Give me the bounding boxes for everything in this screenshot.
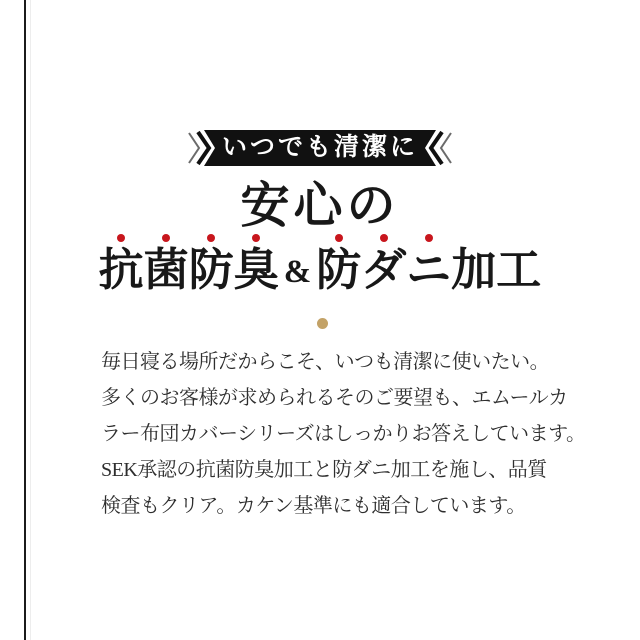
left-vertical-rule bbox=[24, 0, 26, 640]
heading-char-emphasized: 防 bbox=[316, 242, 361, 298]
heading-char: 加 bbox=[451, 245, 497, 295]
body-line: ラー布団カバーシリーズはしっかりお答えしています。 bbox=[101, 423, 586, 445]
heading-char-emphasized: ニ bbox=[406, 242, 451, 298]
heading-char-emphasized: ダ bbox=[361, 242, 406, 298]
body-line: 毎日寝る場所だからこそ、いつも清潔に使いたい。 bbox=[101, 351, 550, 373]
separator-dot bbox=[317, 318, 328, 329]
heading-char-emphasized: 抗 bbox=[99, 242, 144, 298]
chevron-right-icon bbox=[431, 132, 451, 164]
heading-char: & bbox=[283, 254, 312, 290]
chevron-left-icon bbox=[189, 132, 209, 164]
ribbon-label: いつでも清潔に bbox=[221, 134, 418, 161]
heading-line2 bbox=[0, 242, 640, 300]
heading-char-emphasized: 防 bbox=[189, 242, 234, 298]
body-text bbox=[101, 344, 586, 524]
heading-char: 工 bbox=[496, 245, 542, 295]
headline-line1: 安心の bbox=[240, 178, 400, 233]
ribbon-banner bbox=[175, 120, 465, 176]
body-line: 多くのお客様が求められるそのご要望も、エムールカ bbox=[101, 387, 568, 409]
heading-char-emphasized: 臭 bbox=[234, 242, 279, 298]
body-line: 検査もクリア。カケン基準にも適合しています。 bbox=[101, 495, 526, 517]
body-line: SEK承認の抗菌防臭加工と防ダニ加工を施し、品質 bbox=[101, 459, 547, 481]
left-vertical-rule-faint bbox=[30, 0, 31, 640]
heading-char-emphasized: 菌 bbox=[144, 242, 189, 298]
